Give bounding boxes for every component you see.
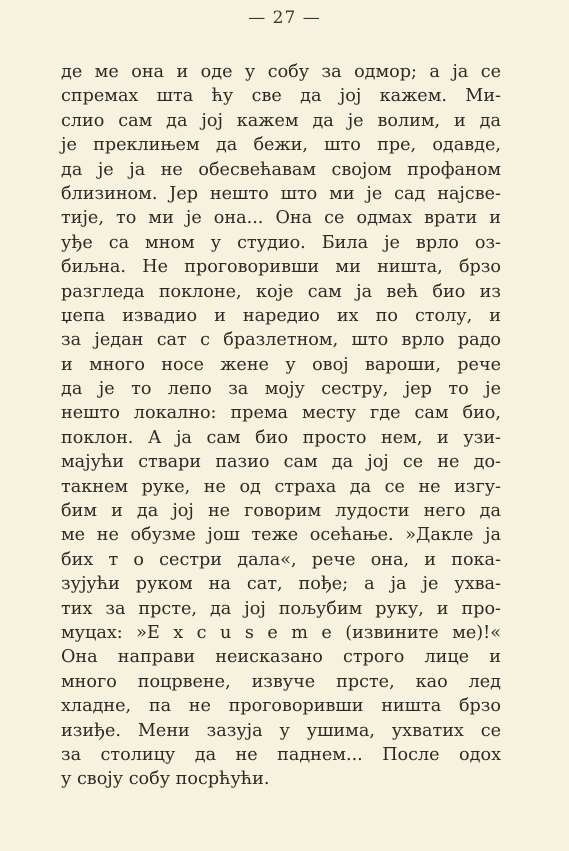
text-line: да је ја не обесвећавам својом профаном [61,159,501,180]
text-line: за столицу да не паднем... После одох [61,744,501,765]
text-line: близином. Јер нешто што ми је сад најсве- [61,183,501,204]
text-line: много поцрвене, извуче прсте, као лед [61,671,501,692]
text-line: такнем руке, не од страха да се не изгу- [61,476,501,497]
text-line: изиђе. Мени зазуја у ушима, ухватих се [61,720,501,741]
text-line: разгледа поклоне, које сам ја већ био из [61,281,501,302]
text-line: поклон. А ја сам био просто нем, и узи- [61,427,501,448]
text-line-last: у своју собу посрћући. [61,769,270,790]
text-line: џепа извадио и наредио их по столу, и [61,305,501,326]
text-line: слио сам да јој кажем да је волим, и да [61,110,501,131]
text-line: је преклињем да бежи, што пре, одавде, [61,135,501,156]
text-line: зујући руком на сат, пође; а ја је ухва- [61,574,501,595]
text-line: нешто локално: према месту где сам био, [61,403,501,424]
text-line: спремах шта ћу све да јој кажем. Ми- [61,86,501,107]
text-line: бим и да јој не говорим лудости него да [61,501,501,522]
text-line: Она направи неисказано строго лице и [61,647,501,668]
text-line: и много носе жене у овој вароши, рече [61,354,501,375]
text-line: ме не обузме још теже осећање. »Дакле ја [61,525,501,546]
text-line: хладне, па не проговоривши ништа брзо [61,696,501,717]
body-text [61,60,501,792]
text-line: за један сат с бразлетном, што врло радо [61,330,501,351]
text-line: муцах: »E x c u s e m e (извините ме)!« [61,622,501,643]
text-line: бих т о сестри дала«, рече она, и пока- [61,549,501,570]
text-line: биљна. Не проговоривши ми ништа, брзо [61,257,501,278]
text-line: тих за прсте, да јој пољубим руку, и про- [61,598,501,619]
text-line: тије, то ми је она... Она се одмах врати и [61,208,501,229]
text-line: де ме она и оде у собу за одмор; а ја се [61,62,501,82]
page-number: — 27 — [248,8,321,28]
text-line: мајући ствари пазио сам да јој се не до- [61,452,501,473]
text-line: да је то лепо за моју сестру, јер то је [61,379,501,400]
text-line: уђе са мном у студио. Била је врло оз- [61,232,501,253]
